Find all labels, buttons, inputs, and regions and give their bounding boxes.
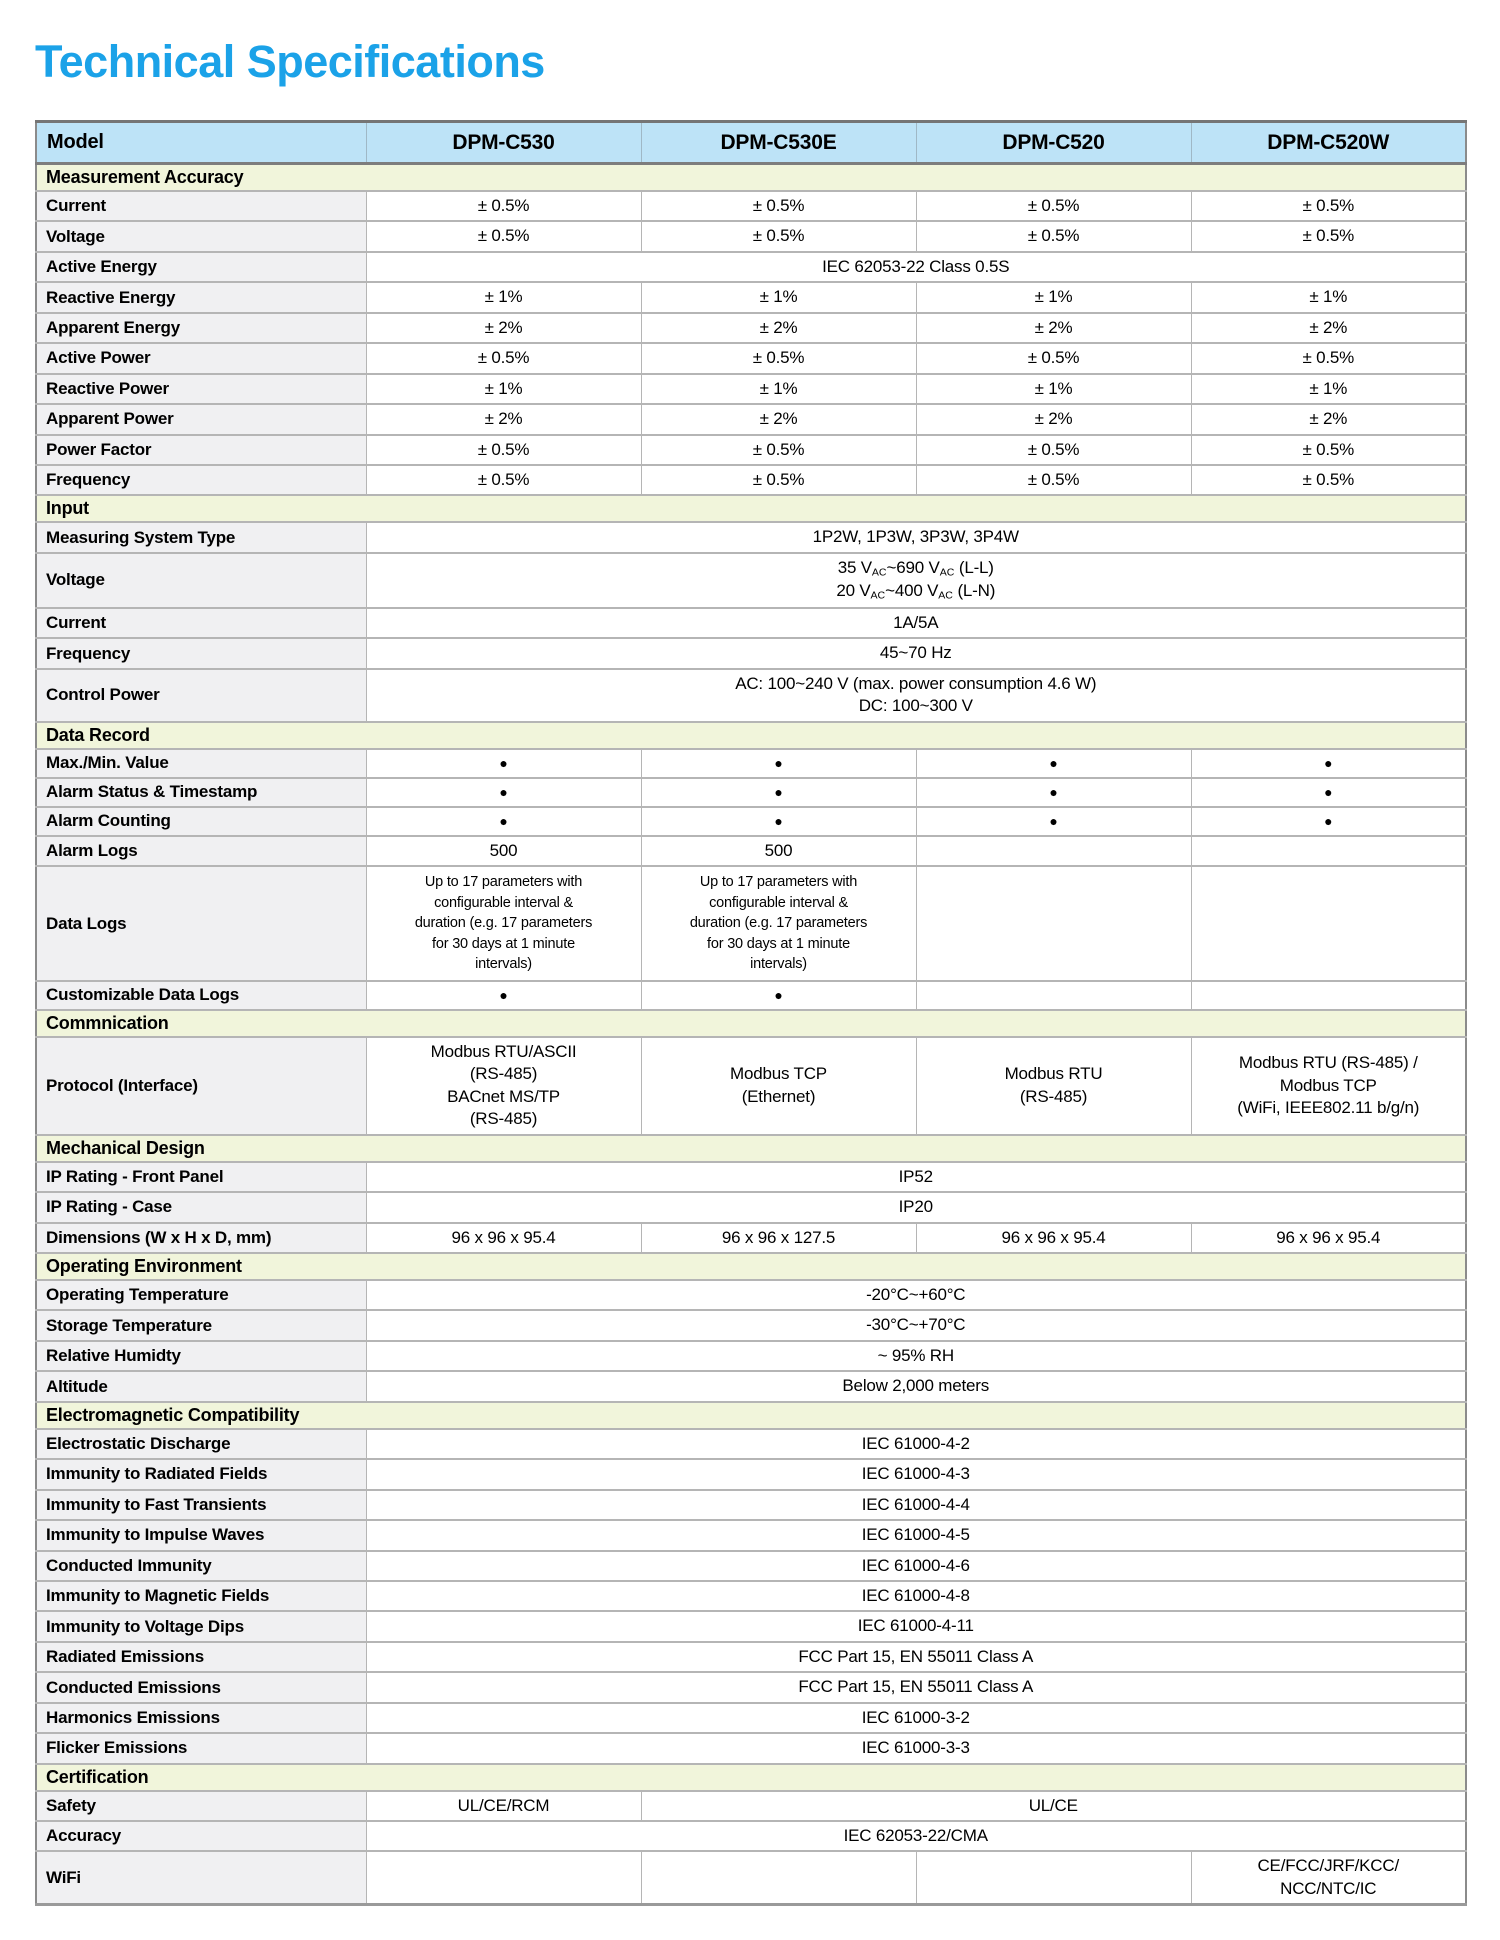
spec-value-cell: ± 0.5% (1191, 343, 1466, 373)
table-row (36, 282, 1466, 312)
spec-value-cell: IEC 61000-4-3 (366, 1459, 1466, 1489)
section-title: Operating Environment (36, 1253, 1466, 1280)
spec-value-cell: Modbus RTU (RS-485) / Modbus TCP (WiFi, IEEE802.11 b/g/n) (1191, 1037, 1466, 1135)
table-row (36, 981, 1466, 1010)
spec-value-cell: ± 1% (916, 374, 1191, 404)
table-row (36, 1192, 1466, 1222)
model-header-cell: Model (36, 122, 366, 164)
row-label: Apparent Energy (36, 313, 366, 343)
spec-value-cell: IEC 61000-4-5 (366, 1520, 1466, 1550)
spec-value-cell: FCC Part 15, EN 55011 Class A (366, 1672, 1466, 1702)
row-label: Operating Temperature (36, 1280, 366, 1310)
spec-value-cell: Modbus RTU (RS-485) (916, 1037, 1191, 1135)
table-row (36, 374, 1466, 404)
empty-cell (916, 836, 1191, 866)
spec-value-cell: ± 0.5% (916, 465, 1191, 495)
row-label: Voltage (36, 553, 366, 608)
row-label: Immunity to Voltage Dips (36, 1611, 366, 1641)
spec-value-cell: ± 0.5% (1191, 435, 1466, 465)
spec-value-cell: IEC 61000-4-2 (366, 1429, 1466, 1459)
table-row (36, 1490, 1466, 1520)
spec-value-cell: ± 0.5% (916, 191, 1191, 221)
row-label: Max./Min. Value (36, 749, 366, 778)
table-row (36, 1551, 1466, 1581)
feature-dot-cell: ● (916, 807, 1191, 836)
feature-dot-cell: ● (916, 749, 1191, 778)
spec-value-cell: IEC 61000-4-6 (366, 1551, 1466, 1581)
spec-value-cell: ± 0.5% (366, 435, 641, 465)
spec-value-cell: ± 2% (1191, 404, 1466, 434)
table-row (36, 553, 1466, 608)
row-label: Reactive Energy (36, 282, 366, 312)
row-label: Immunity to Fast Transients (36, 1490, 366, 1520)
table-row (36, 1791, 1466, 1821)
table-row (36, 749, 1466, 778)
spec-value-cell: ± 2% (641, 404, 916, 434)
empty-cell (1191, 981, 1466, 1010)
row-label: Frequency (36, 465, 366, 495)
feature-dot-cell: ● (641, 807, 916, 836)
spec-value-cell: ± 2% (641, 313, 916, 343)
row-label: Immunity to Magnetic Fields (36, 1581, 366, 1611)
section-row (36, 495, 1466, 522)
spec-value-cell: ± 0.5% (366, 343, 641, 373)
table-row (36, 313, 1466, 343)
spec-value-cell: 500 (366, 836, 641, 866)
feature-dot-cell: ● (916, 778, 1191, 807)
spec-value-cell: ± 0.5% (366, 191, 641, 221)
row-label: Data Logs (36, 866, 366, 981)
spec-value-cell: ± 0.5% (366, 465, 641, 495)
row-label: Power Factor (36, 435, 366, 465)
spec-value-cell: IEC 62053-22/CMA (366, 1821, 1466, 1851)
spec-value-cell: 96 x 96 x 127.5 (641, 1223, 916, 1253)
spec-value-cell: -20°C~+60°C (366, 1280, 1466, 1310)
table-row (36, 435, 1466, 465)
section-title: Electromagnetic Compatibility (36, 1402, 1466, 1429)
table-row (36, 1520, 1466, 1550)
empty-cell (1191, 866, 1466, 981)
table-row (36, 191, 1466, 221)
spec-value-cell: ± 1% (1191, 374, 1466, 404)
spec-value-cell: ± 1% (1191, 282, 1466, 312)
spec-value-cell: Modbus TCP (Ethernet) (641, 1037, 916, 1135)
empty-cell (916, 866, 1191, 981)
section-row (36, 1135, 1466, 1162)
spec-value-cell: IEC 61000-3-3 (366, 1733, 1466, 1763)
spec-value-cell: ± 0.5% (1191, 221, 1466, 251)
row-label: Control Power (36, 669, 366, 722)
table-row (36, 1851, 1466, 1904)
spec-value-cell: ± 1% (366, 282, 641, 312)
row-label: Accuracy (36, 1821, 366, 1851)
feature-dot-cell: ● (641, 749, 916, 778)
spec-value-cell: 500 (641, 836, 916, 866)
spec-value-cell: IEC 62053-22 Class 0.5S (366, 252, 1466, 282)
table-row (36, 1581, 1466, 1611)
spec-value-cell: ± 2% (1191, 313, 1466, 343)
feature-dot-cell: ● (1191, 778, 1466, 807)
empty-cell (916, 981, 1191, 1010)
spec-value-cell: IEC 61000-4-4 (366, 1490, 1466, 1520)
spec-value-cell: ± 0.5% (641, 465, 916, 495)
table-row (36, 252, 1466, 282)
table-row (36, 1611, 1466, 1641)
empty-cell (1191, 836, 1466, 866)
spec-value-cell: ± 0.5% (1191, 191, 1466, 221)
row-label: Safety (36, 1791, 366, 1821)
table-body (36, 164, 1466, 1905)
section-title: Certification (36, 1764, 1466, 1791)
row-label: Alarm Status & Timestamp (36, 778, 366, 807)
row-label: Current (36, 608, 366, 638)
spec-value-cell: ± 1% (916, 282, 1191, 312)
spec-value-cell: Below 2,000 meters (366, 1371, 1466, 1401)
spec-value-cell: ± 0.5% (641, 435, 916, 465)
empty-cell (641, 1851, 916, 1904)
section-title: Input (36, 495, 1466, 522)
row-label: Apparent Power (36, 404, 366, 434)
table-row (36, 404, 1466, 434)
row-label: Relative Humidty (36, 1341, 366, 1371)
row-label: Conducted Immunity (36, 1551, 366, 1581)
section-title: Mechanical Design (36, 1135, 1466, 1162)
spec-value-cell: IP20 (366, 1192, 1466, 1222)
spec-value-cell: IEC 61000-4-8 (366, 1581, 1466, 1611)
row-label: Reactive Power (36, 374, 366, 404)
table-row (36, 836, 1466, 866)
feature-dot-cell: ● (1191, 749, 1466, 778)
row-label: Customizable Data Logs (36, 981, 366, 1010)
spec-value-cell: UL/CE (641, 1791, 1466, 1821)
model-column-header: DPM-C520W (1191, 122, 1466, 164)
spec-value-cell: ± 0.5% (916, 435, 1191, 465)
row-label: Flicker Emissions (36, 1733, 366, 1763)
spec-value-cell: -30°C~+70°C (366, 1310, 1466, 1340)
model-column-header: DPM-C530 (366, 122, 641, 164)
spec-value-cell: AC: 100~240 V (max. power consumption 4.6 W) DC: 100~300 V (366, 669, 1466, 722)
spec-value-cell: ± 0.5% (916, 221, 1191, 251)
page-title: Technical Specifications (35, 36, 545, 87)
table-row (36, 807, 1466, 836)
row-label: Frequency (36, 638, 366, 668)
row-label: Measuring System Type (36, 522, 366, 552)
section-row (36, 1253, 1466, 1280)
spec-value-cell: FCC Part 15, EN 55011 Class A (366, 1642, 1466, 1672)
table-row (36, 778, 1466, 807)
row-label: WiFi (36, 1851, 366, 1904)
table-row (36, 1429, 1466, 1459)
row-label: Electrostatic Discharge (36, 1429, 366, 1459)
section-title: Measurement Accuracy (36, 164, 1466, 192)
spec-value-cell: CE/FCC/JRF/KCC/ NCC/NTC/IC (1191, 1851, 1466, 1904)
table-row (36, 669, 1466, 722)
spec-value-cell: Up to 17 parameters with configurable interval & duration (e.g. 17 parameters for 30 days at 1 minute intervals) (366, 866, 641, 981)
row-label: Active Power (36, 343, 366, 373)
empty-cell (916, 1851, 1191, 1904)
section-row (36, 1402, 1466, 1429)
feature-dot-cell: ● (366, 778, 641, 807)
section-row (36, 1764, 1466, 1791)
spec-value-cell: ± 0.5% (1191, 465, 1466, 495)
model-header-row (36, 122, 1466, 164)
row-label: IP Rating - Front Panel (36, 1162, 366, 1192)
table-row (36, 1341, 1466, 1371)
row-label: Protocol (Interface) (36, 1037, 366, 1135)
feature-dot-cell: ● (366, 981, 641, 1010)
feature-dot-cell: ● (366, 807, 641, 836)
spec-value-cell: ± 1% (641, 374, 916, 404)
table-row (36, 343, 1466, 373)
spec-value-cell: ± 0.5% (916, 343, 1191, 373)
row-label: Immunity to Impulse Waves (36, 1520, 366, 1550)
spec-value-cell: 35 $V_{AC}\sim 690$ $V_{AC}$ (L-L) 20 $V_{AC}\sim 400$ $V_{AC}$ (L-N) (366, 553, 1466, 608)
spec-value-cell: ± 1% (366, 374, 641, 404)
table-row (36, 1037, 1466, 1135)
row-label: Storage Temperature (36, 1310, 366, 1340)
row-label: Alarm Logs (36, 836, 366, 866)
table-row (36, 1459, 1466, 1489)
table-row (36, 1280, 1466, 1310)
spec-value-cell: Up to 17 parameters with configurable interval & duration (e.g. 17 parameters for 30 days at 1 minute intervals) (641, 866, 916, 981)
table-row (36, 638, 1466, 668)
spec-value-cell: ± 0.5% (641, 343, 916, 373)
table-row (36, 465, 1466, 495)
empty-cell (366, 1851, 641, 1904)
row-label: Alarm Counting (36, 807, 366, 836)
feature-dot-cell: ● (641, 981, 916, 1010)
feature-dot-cell: ● (1191, 807, 1466, 836)
spec-value-cell: ~ 95% RH (366, 1341, 1466, 1371)
section-title: Data Record (36, 722, 1466, 749)
spec-value-cell: 1P2W, 1P3W, 3P3W, 3P4W (366, 522, 1466, 552)
spec-value-cell: ± 1% (641, 282, 916, 312)
table-row (36, 522, 1466, 552)
row-label: Active Energy (36, 252, 366, 282)
row-label: Immunity to Radiated Fields (36, 1459, 366, 1489)
table-head (36, 122, 1466, 164)
spec-table (35, 120, 1467, 1906)
model-column-header: DPM-C530E (641, 122, 916, 164)
table-row (36, 1642, 1466, 1672)
row-label: IP Rating - Case (36, 1192, 366, 1222)
feature-dot-cell: ● (641, 778, 916, 807)
table-row (36, 1733, 1466, 1763)
row-label: Dimensions (W x H x D, mm) (36, 1223, 366, 1253)
spec-value-cell: IP52 (366, 1162, 1466, 1192)
spec-value-cell: ± 2% (916, 313, 1191, 343)
table-row (36, 1223, 1466, 1253)
row-label: Harmonics Emissions (36, 1703, 366, 1733)
row-label: Radiated Emissions (36, 1642, 366, 1672)
section-row (36, 722, 1466, 749)
model-column-header: DPM-C520 (916, 122, 1191, 164)
row-label: Current (36, 191, 366, 221)
spec-value-cell: 96 x 96 x 95.4 (1191, 1223, 1466, 1253)
table-row (36, 1162, 1466, 1192)
spec-value-cell: 96 x 96 x 95.4 (366, 1223, 641, 1253)
row-label: Conducted Emissions (36, 1672, 366, 1702)
table-row (36, 1672, 1466, 1702)
spec-value-cell: ± 0.5% (641, 221, 916, 251)
spec-value-cell: ± 2% (366, 404, 641, 434)
spec-value-cell: IEC 61000-4-11 (366, 1611, 1466, 1641)
spec-value-cell: ± 0.5% (366, 221, 641, 251)
table-row (36, 221, 1466, 251)
spec-value-cell: 96 x 96 x 95.4 (916, 1223, 1191, 1253)
spec-value-cell: UL/CE/RCM (366, 1791, 641, 1821)
spec-value-cell: 45~70 Hz (366, 638, 1466, 668)
spec-value-cell: ± 2% (366, 313, 641, 343)
table-row (36, 1703, 1466, 1733)
row-label: Altitude (36, 1371, 366, 1401)
table-row (36, 1821, 1466, 1851)
spec-value-cell: IEC 61000-3-2 (366, 1703, 1466, 1733)
row-label: Voltage (36, 221, 366, 251)
spec-value-cell: 1A/5A (366, 608, 1466, 638)
spec-value-cell: ± 2% (916, 404, 1191, 434)
feature-dot-cell: ● (366, 749, 641, 778)
table-row (36, 1371, 1466, 1401)
spec-value-cell: Modbus RTU/ASCII (RS-485) BACnet MS/TP (RS-485) (366, 1037, 641, 1135)
spec-value-cell: ± 0.5% (641, 191, 916, 221)
table-row (36, 866, 1466, 981)
table-row (36, 1310, 1466, 1340)
section-row (36, 1010, 1466, 1037)
section-title: Commnication (36, 1010, 1466, 1037)
table-row (36, 608, 1466, 638)
section-row (36, 164, 1466, 192)
